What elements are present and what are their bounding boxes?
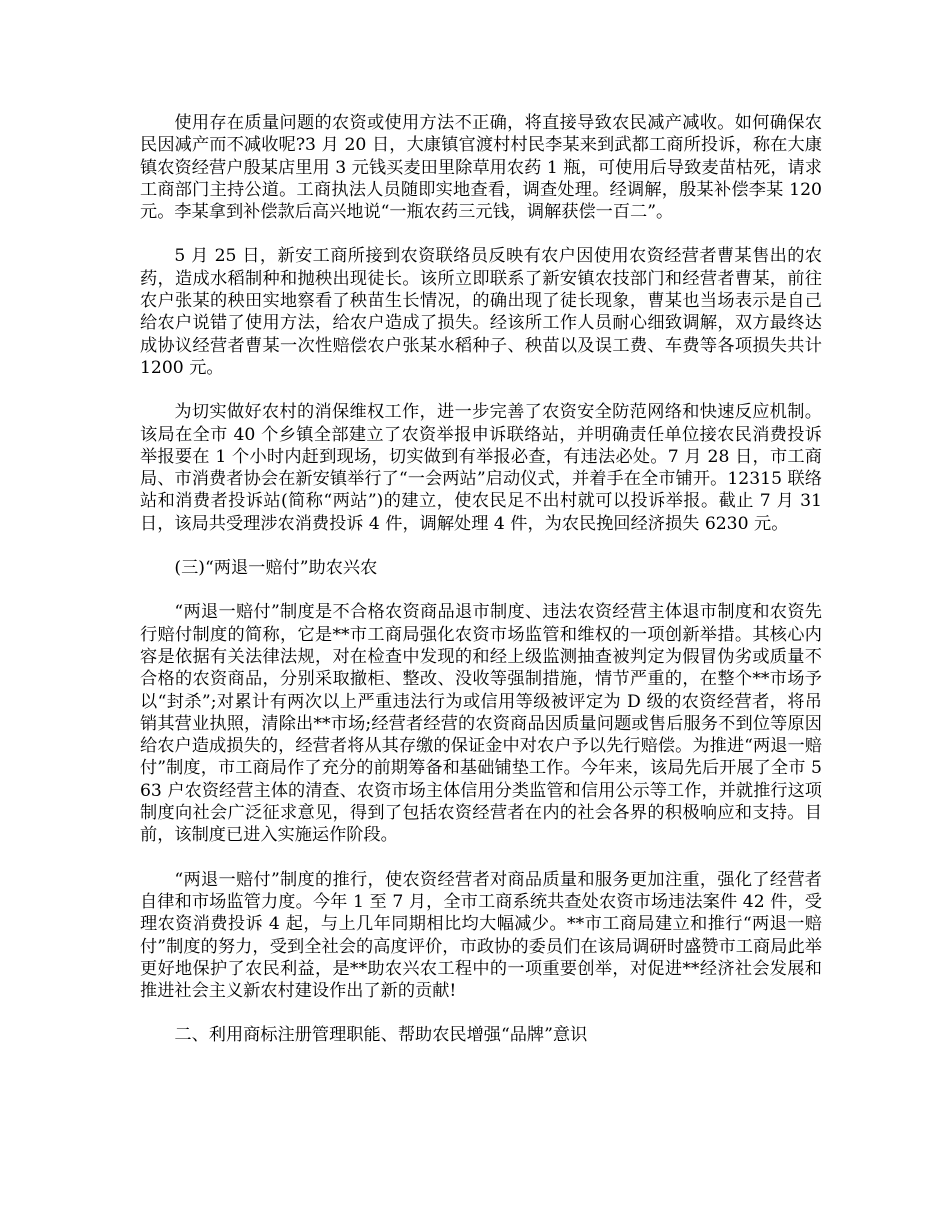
paragraph-system-results: “两退一赔付”制度的推行，使农资经营者对商品质量和服务更加注重，强化了经营者自律和市场监管力度。今年 1 至 7 月，全市工商系统共查处农资市场违法案件 42 件，受理农资消费投诉 4 起，与上几年同期相比均大幅减少。**市工商局建立和推行“两退一赔付”制度的努力，受到全社会的高度评价，市政协的委员们在该局调研时盛赞市工商局此举更好地保护了农民利益，是**助农兴农工程中的一项重要创举，对促进**经济社会发展和推进社会主义新农村建设作出了新的贡献! — [140, 869, 822, 1002]
document-page — [140, 112, 822, 1069]
paragraph-rights-network: 为切实做好农村的消保维权工作，进一步完善了农资安全防范网络和快速反应机制。该局在全市 40 个乡镇全部建立了农资举报申诉联络站，并明确责任单位接农民消费投诉举报要在 1 个小时内赶到现场，切实做到有举报必查，有违法必处。7 月 28 日，市工商局、市消费者协会在新安镇举行了“一会两站”启动仪式，并着手在全市铺开。12315 联络站和消费者投诉站(简称“两站”)的建立，使农民足不出村就可以投诉举报。截止 7 月 31 日，该局共受理涉农消费投诉 4 件，调解处理 4 件，为农民挽回经济损失 6230 元。 — [140, 402, 822, 534]
paragraph-compensation-zhang: 5 月 25 日，新安工商所接到农资联络员反映有农户因使用农资经营者曹某售出的农药，造成水稻制种和抛秧出现徒长。该所立即联系了新安镇农技部门和经营者曹某，前往农户张某的秧田实地察看了秧苗生长情况，的确出现了徒长现象，曹某也当场表示是自己给农户说错了使用方法，给农户造成了损失。经该所工作人员耐心细致调解，双方最终达成协议经营者曹某一次性赔偿农户张某水稻种子、秧苗以及误工费、车费等各项损失共计 1200 元。 — [140, 246, 822, 378]
subsection-heading-3: (三)“两退一赔付”助农兴农 — [174, 558, 378, 579]
paragraph-system-definition: “两退一赔付”制度是不合格农资商品退市制度、违法农资经营主体退市制度和农资先行赔付制度的简称，它是**市工商局强化农资市场监管和维权的一项创新举措。其核心内容是依据有关法律法规，对在检查中发现的和经上级监测抽查被判定为假冒伪劣或质量不合格的农资商品，分别采取撤柜、整改、没收等强制措施，情节严重的，在整个**市场予以“封杀”;对累计有两次以上严重违法行为或信用等级被评定为 D 级的农资经营者，将吊销其营业执照，清除出**市场;经营者经营的农资商品因质量问题或售后服务不到位等原因给农户造成损失的，经营者将从其存缴的保证金中对农户予以先行赔偿。为推进“两退一赔付”制度，市工商局作了充分的前期筹备和基础铺垫工作。今年来，该局先后开展了全市 563 户农资经营主体的清查、农资市场主体信用分类监管和信用公示等工作，并就推行这项制度向社会广泛征求意见，得到了包括农资经营者在内的社会各界的积极响应和支持。目前，该制度已进入实施运作阶段。 — [140, 602, 822, 846]
paragraph-compensation-li: 使用存在质量问题的农资或使用方法不正确，将直接导致农民减产减收。如何确保农民因减产而不减收呢?3 月 20 日，大康镇官渡村村民李某来到武都工商所投诉，称在大康镇农资经营户殷某店里用 3 元钱买麦田里除草用农药 1 瓶，可使用后导致麦苗枯死，请求工商部门主持公道。工商执法人员随即实地查看，调查处理。经调解，殷某补偿李某 120 元。李某拿到补偿款后高兴地说“一瓶农药三元钱，调解获偿一百二”。 — [140, 113, 822, 223]
section-heading-2: 二、利用商标注册管理职能、帮助农民增强“品牌”意识 — [174, 1025, 588, 1046]
